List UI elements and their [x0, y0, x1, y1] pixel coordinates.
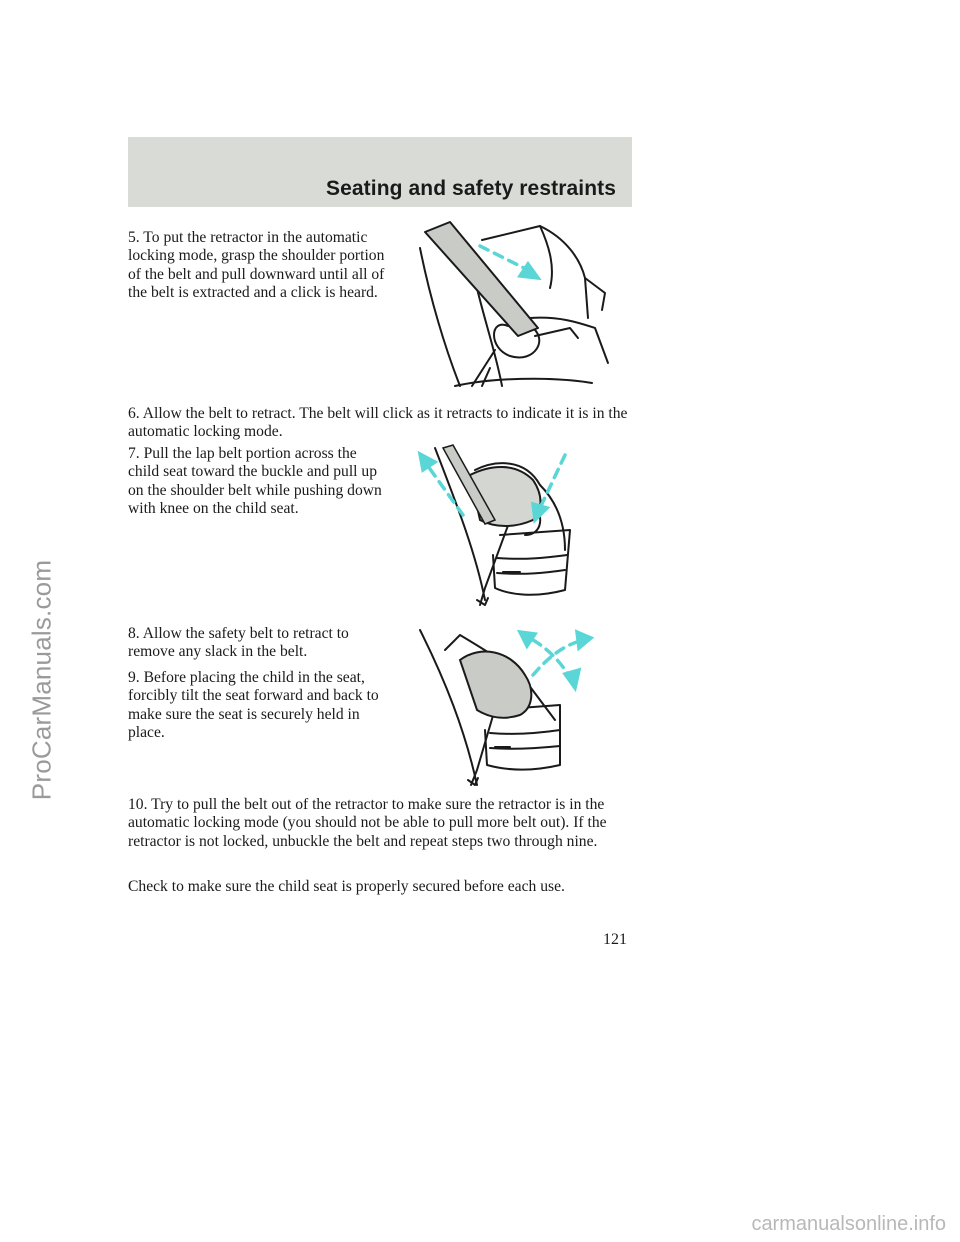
- section-header-band: [128, 137, 632, 207]
- tilt-arrows-icon: [520, 632, 591, 688]
- child-seat-shell: [460, 652, 531, 718]
- step-6-text: 6. Allow the belt to retract. The belt will click as it retracts to indicate it is in the automatic locking mode.: [128, 405, 628, 441]
- illustration-seat-tilt: [415, 620, 595, 790]
- step-5-text: 5. To put the retractor in the automatic locking mode, grasp the shoulder portion of the belt and pull downward until all of the belt is extracted and a click is heard.: [128, 229, 385, 302]
- shoulder-belt: [425, 222, 538, 336]
- step-10-text: 10. Try to pull the belt out of the retractor to make sure the retractor is in the automatic locking mode (you should not be able to pull more belt out). If the retractor is not locked, unbuckle the belt and repeat steps two through nine.: [128, 796, 607, 850]
- side-watermark: ProCarManuals.com: [26, 559, 57, 801]
- section-title: Seating and safety restraints: [326, 177, 616, 200]
- illustration-lap-belt-pull: [415, 440, 585, 610]
- illustration-retractor-pull: [410, 218, 610, 388]
- step-9-text: 9. Before placing the child in the seat, forcibly tilt the seat forward and back to make sure the seat is securely held in place.: [128, 669, 379, 742]
- footer-watermark: carmanualsonline.info: [751, 1213, 946, 1235]
- step-7-text: 7. Pull the lap belt portion across the child seat toward the buckle and pull up on the shoulder belt while pushing down with knee on the child seat.: [128, 445, 382, 518]
- step-8-text: 8. Allow the safety belt to retract to remove any slack in the belt.: [128, 625, 349, 661]
- page-number: 121: [603, 931, 627, 948]
- closing-note-text: Check to make sure the child seat is properly secured before each use.: [128, 878, 565, 895]
